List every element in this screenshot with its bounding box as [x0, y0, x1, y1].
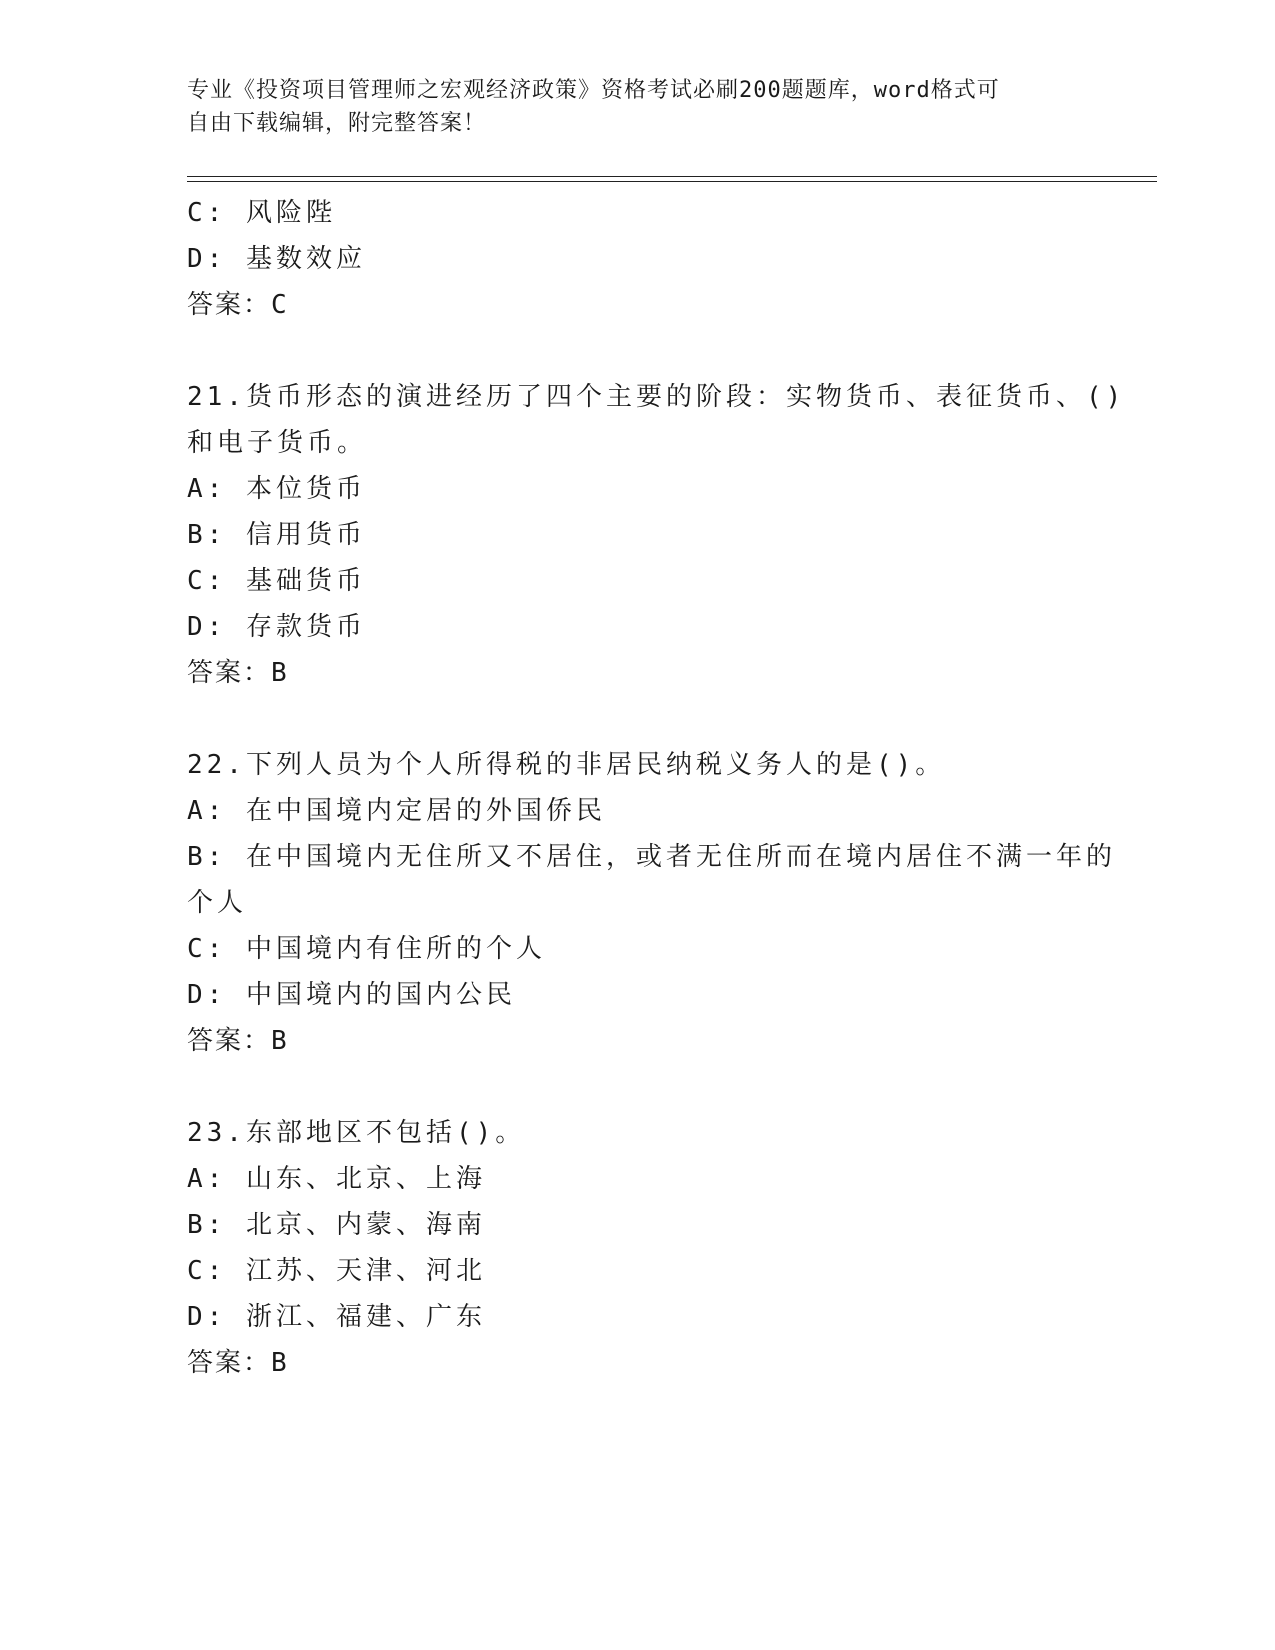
document-header — [187, 74, 1067, 140]
question-stem: 21.货币形态的演进经历了四个主要的阶段：实物货币、表征货币、() — [187, 382, 1126, 412]
header-line-2: 自由下载编辑，附完整答案！ — [187, 111, 487, 136]
question-stem: 23.东部地区不包括()。 — [187, 1118, 526, 1148]
option-a: A: 山东、北京、上海 — [187, 1164, 486, 1194]
spacer — [187, 696, 1087, 742]
option-d: D: 中国境内的国内公民 — [187, 980, 516, 1010]
question-23 — [187, 1110, 1087, 1386]
question-list — [187, 190, 1126, 1386]
question-22 — [187, 742, 1116, 1064]
question-stem: 22.下列人员为个人所得税的非居民纳税义务人的是()。 — [187, 750, 946, 780]
option-a: A: 本位货币 — [187, 474, 366, 504]
option-d: D: 基数效应 — [187, 244, 366, 274]
spacer — [187, 1064, 1087, 1110]
option-b-cont: 个人 — [187, 888, 248, 918]
answer: 答案：B — [187, 658, 289, 688]
option-b: B: 北京、内蒙、海南 — [187, 1210, 486, 1240]
option-b: B: 信用货币 — [187, 520, 366, 550]
previous-question-tail — [187, 190, 1087, 328]
answer: 答案：B — [187, 1348, 289, 1378]
header-line-1: 专业《投资项目管理师之宏观经济政策》资格考试必刷200题题库，word格式可 — [187, 78, 1000, 103]
question-21 — [187, 374, 1126, 696]
answer: 答案：B — [187, 1026, 289, 1056]
answer: 答案：C — [187, 290, 289, 320]
option-a: A: 在中国境内定居的外国侨民 — [187, 796, 606, 826]
option-c: C: 中国境内有住所的个人 — [187, 934, 546, 964]
option-d: D: 浙江、福建、广东 — [187, 1302, 486, 1332]
option-d: D: 存款货币 — [187, 612, 366, 642]
spacer — [187, 328, 1087, 374]
option-c: C: 基础货币 — [187, 566, 366, 596]
question-stem-cont: 和电子货币。 — [187, 428, 368, 458]
header-rule-top — [187, 176, 1157, 177]
option-c: C: 风险陛 — [187, 198, 336, 228]
option-c: C: 江苏、天津、河北 — [187, 1256, 486, 1286]
header-rule-bottom — [187, 181, 1157, 182]
option-b: B: 在中国境内无住所又不居住，或者无住所而在境内居住不满一年的 — [187, 842, 1116, 872]
